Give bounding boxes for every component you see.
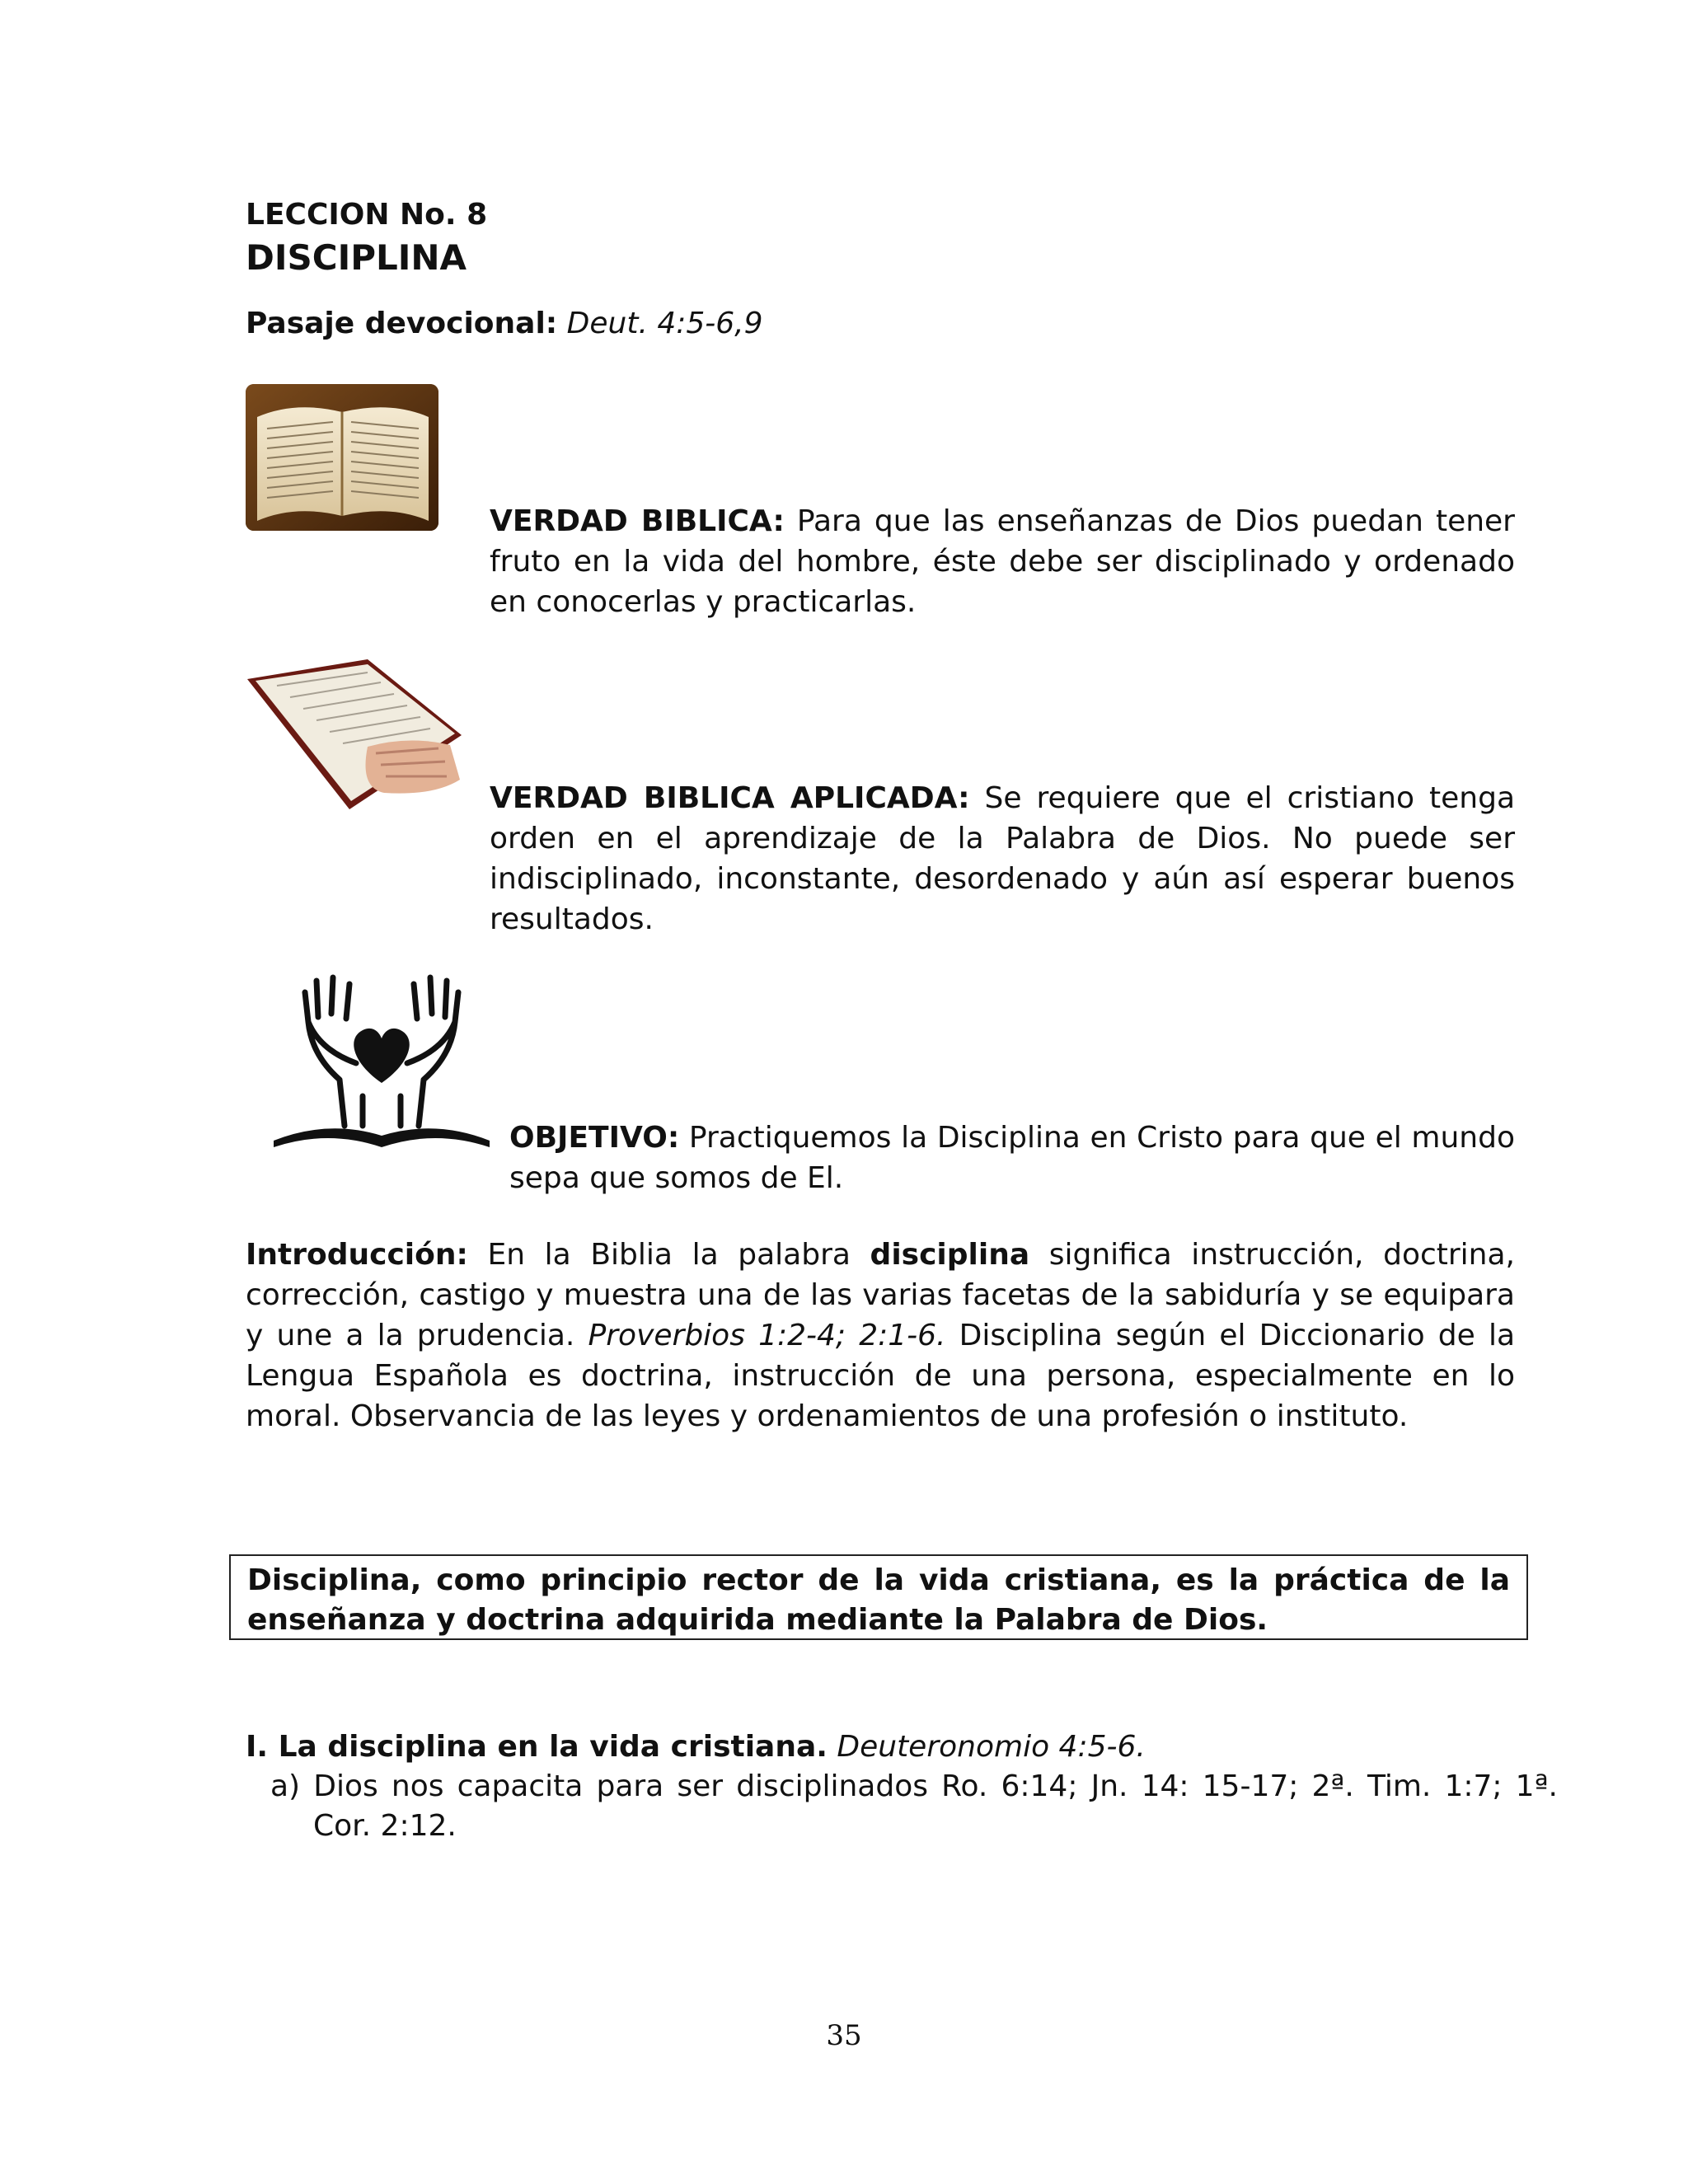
applied-biblical-truth [490, 778, 1515, 940]
passage-ref: Deut. 4:5-6,9 [566, 307, 763, 340]
introduction-ref: Proverbios 1:2-4; 2:1-6. [588, 1319, 946, 1352]
introduction-text-2: significa instrucción, doctrina, corrección, castigo y muestra una de las varias facetas de la sabiduría y se equipara y une a la prudencia. [246, 1238, 1516, 1352]
callout-box [229, 1554, 1528, 1640]
passage-label: Pasaje devocional: [246, 307, 558, 340]
introduction-text-3: Disciplina según el Diccionario de la Lengua Española es doctrina, instrucción de una persona, especialmente en lo moral. Observancia de las leyes y ordenamientos de una profesión o instituto. [246, 1319, 1516, 1433]
biblical-truth-label: VERDAD BIBLICA: [490, 504, 785, 538]
section-title-text: I. La disciplina en la vida cristiana. [246, 1730, 828, 1764]
lesson-number: LECCION No. 8 [246, 198, 488, 232]
applied-truth-label: VERDAD BIBLICA APLICADA: [490, 781, 970, 815]
open-bible-photo-icon [246, 384, 438, 531]
hands-heart-book-icon [270, 972, 493, 1151]
page-number: 35 [826, 2019, 862, 2052]
objective-label: OBJETIVO: [509, 1121, 680, 1155]
introduction-label: Introducción: [246, 1238, 468, 1272]
callout-text: Disciplina, como principio rector de la vida cristiana, es la práctica de la enseñanza y doctrina adquirida mediante la Palabra de Dios. [247, 1563, 1510, 1637]
biblical-truth-text: Para que las enseñanzas de Dios puedan tener fruto en la vida del hombre, éste debe ser disciplinado y ordenado en conocerlas y practicarlas. [490, 504, 1515, 619]
biblical-truth [490, 501, 1515, 622]
introduction-bold-word: disciplina [870, 1238, 1030, 1272]
list-item: a) Dios nos capacita para ser disciplinados Ro. 6:14; Jn. 14: 15-17; 2ª. Tim. 1:7; 1ª. Cor. 2:12. [270, 1769, 1558, 1843]
devotional-passage [246, 307, 763, 340]
applied-truth-text: Se requiere que el cristiano tenga orden en el aprendizaje de la Palabra de Dios. No puede ser indisciplinado, inconstante, desordenado y aún así esperar buenos resultados. [490, 781, 1515, 936]
introduction [246, 1235, 1515, 1436]
lesson-title: DISCIPLINA [246, 237, 467, 278]
objective-text: Practiquemos la Disciplina en Cristo para que el mundo sepa que somos de El. [509, 1121, 1515, 1195]
objective [509, 1118, 1515, 1198]
section-ref: Deuteronomio 4:5-6. [827, 1730, 1146, 1764]
hand-on-bible-photo-icon [244, 656, 465, 809]
section-title [246, 1727, 1146, 1767]
introduction-text-1: En la Biblia la palabra [467, 1238, 870, 1272]
